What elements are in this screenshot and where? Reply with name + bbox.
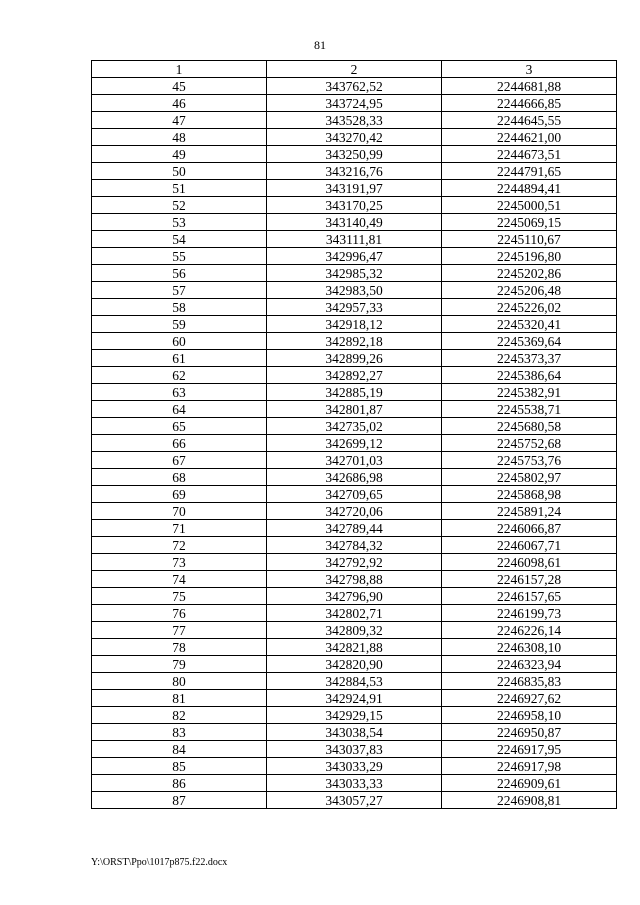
point-number-cell: 68 — [92, 469, 267, 486]
point-number-cell: 53 — [92, 214, 267, 231]
y-coordinate-cell: 2246323,94 — [442, 656, 617, 673]
y-coordinate-cell: 2245069,15 — [442, 214, 617, 231]
y-coordinate-cell: 2245538,71 — [442, 401, 617, 418]
y-coordinate-cell: 2246835,83 — [442, 673, 617, 690]
y-coordinate-cell: 2245680,58 — [442, 418, 617, 435]
point-number-cell: 66 — [92, 435, 267, 452]
point-number-cell: 50 — [92, 163, 267, 180]
table-row — [92, 588, 617, 605]
point-number-cell: 51 — [92, 180, 267, 197]
point-number-cell: 67 — [92, 452, 267, 469]
table-row — [92, 605, 617, 622]
table-row — [92, 367, 617, 384]
x-coordinate-cell: 342957,33 — [267, 299, 442, 316]
x-coordinate-cell: 342996,47 — [267, 248, 442, 265]
table-row — [92, 707, 617, 724]
y-coordinate-cell: 2245868,98 — [442, 486, 617, 503]
point-number-cell: 71 — [92, 520, 267, 537]
x-coordinate-cell: 342885,19 — [267, 384, 442, 401]
table-row — [92, 197, 617, 214]
x-coordinate-cell: 343191,97 — [267, 180, 442, 197]
table-row — [92, 248, 617, 265]
y-coordinate-cell: 2246917,98 — [442, 758, 617, 775]
table-row — [92, 554, 617, 571]
point-number-cell: 72 — [92, 537, 267, 554]
table-row — [92, 401, 617, 418]
point-number-cell: 78 — [92, 639, 267, 656]
table-row — [92, 469, 617, 486]
table-row — [92, 78, 617, 95]
point-number-cell: 59 — [92, 316, 267, 333]
x-coordinate-cell: 343762,52 — [267, 78, 442, 95]
x-coordinate-cell: 342796,90 — [267, 588, 442, 605]
y-coordinate-cell: 2245000,51 — [442, 197, 617, 214]
point-number-cell: 81 — [92, 690, 267, 707]
table-row — [92, 316, 617, 333]
table-row — [92, 537, 617, 554]
point-number-cell: 48 — [92, 129, 267, 146]
y-coordinate-cell: 2244673,51 — [442, 146, 617, 163]
table-row — [92, 418, 617, 435]
x-coordinate-cell: 342918,12 — [267, 316, 442, 333]
y-coordinate-cell: 2246308,10 — [442, 639, 617, 656]
y-coordinate-cell: 2246157,28 — [442, 571, 617, 588]
y-coordinate-cell: 2246067,71 — [442, 537, 617, 554]
table-row — [92, 180, 617, 197]
x-coordinate-cell: 342789,44 — [267, 520, 442, 537]
point-number-cell: 46 — [92, 95, 267, 112]
x-coordinate-cell: 342929,15 — [267, 707, 442, 724]
y-coordinate-cell: 2246950,87 — [442, 724, 617, 741]
point-number-cell: 85 — [92, 758, 267, 775]
y-coordinate-cell: 2246226,14 — [442, 622, 617, 639]
table-row — [92, 758, 617, 775]
point-number-cell: 84 — [92, 741, 267, 758]
x-coordinate-cell: 343170,25 — [267, 197, 442, 214]
point-number-cell: 73 — [92, 554, 267, 571]
x-coordinate-cell: 342809,32 — [267, 622, 442, 639]
point-number-cell: 79 — [92, 656, 267, 673]
table-row — [92, 146, 617, 163]
table-row — [92, 639, 617, 656]
point-number-cell: 45 — [92, 78, 267, 95]
y-coordinate-cell: 2246908,81 — [442, 792, 617, 809]
point-number-cell: 63 — [92, 384, 267, 401]
table-row — [92, 265, 617, 282]
point-number-cell: 75 — [92, 588, 267, 605]
table-row — [92, 112, 617, 129]
x-coordinate-cell: 342892,27 — [267, 367, 442, 384]
point-number-cell: 82 — [92, 707, 267, 724]
y-coordinate-cell: 2245369,64 — [442, 333, 617, 350]
point-number-cell: 54 — [92, 231, 267, 248]
x-coordinate-cell: 342798,88 — [267, 571, 442, 588]
table-body — [92, 61, 617, 809]
y-coordinate-cell: 2245110,67 — [442, 231, 617, 248]
y-coordinate-cell: 2245386,64 — [442, 367, 617, 384]
table-row — [92, 163, 617, 180]
point-number-cell: 55 — [92, 248, 267, 265]
y-coordinate-cell: 2245753,76 — [442, 452, 617, 469]
x-coordinate-cell: 342924,91 — [267, 690, 442, 707]
header-cell-3: 3 — [442, 61, 617, 78]
table-row — [92, 741, 617, 758]
table-row — [92, 350, 617, 367]
point-number-cell: 60 — [92, 333, 267, 350]
y-coordinate-cell: 2245196,80 — [442, 248, 617, 265]
y-coordinate-cell: 2245752,68 — [442, 435, 617, 452]
table-row — [92, 129, 617, 146]
x-coordinate-cell: 342801,87 — [267, 401, 442, 418]
table-row — [92, 503, 617, 520]
point-number-cell: 77 — [92, 622, 267, 639]
point-number-cell: 61 — [92, 350, 267, 367]
x-coordinate-cell: 343037,83 — [267, 741, 442, 758]
table-row — [92, 622, 617, 639]
x-coordinate-cell: 342735,02 — [267, 418, 442, 435]
point-number-cell: 70 — [92, 503, 267, 520]
y-coordinate-cell: 2244666,85 — [442, 95, 617, 112]
y-coordinate-cell: 2245373,37 — [442, 350, 617, 367]
x-coordinate-cell: 342884,53 — [267, 673, 442, 690]
coordinates-table — [91, 60, 617, 809]
header-cell-1: 1 — [92, 61, 267, 78]
table-row — [92, 690, 617, 707]
point-number-cell: 86 — [92, 775, 267, 792]
table-row — [92, 656, 617, 673]
table-row — [92, 299, 617, 316]
y-coordinate-cell: 2245891,24 — [442, 503, 617, 520]
y-coordinate-cell: 2246157,65 — [442, 588, 617, 605]
point-number-cell: 69 — [92, 486, 267, 503]
table-row — [92, 486, 617, 503]
x-coordinate-cell: 343216,76 — [267, 163, 442, 180]
x-coordinate-cell: 342820,90 — [267, 656, 442, 673]
x-coordinate-cell: 342899,26 — [267, 350, 442, 367]
point-number-cell: 52 — [92, 197, 267, 214]
table-row — [92, 214, 617, 231]
x-coordinate-cell: 343724,95 — [267, 95, 442, 112]
x-coordinate-cell: 342720,06 — [267, 503, 442, 520]
y-coordinate-cell: 2244621,00 — [442, 129, 617, 146]
footer-file-path: Y:\ORST\Ppo\1017p875.f22.docx — [91, 857, 228, 868]
y-coordinate-cell: 2246927,62 — [442, 690, 617, 707]
y-coordinate-cell: 2244894,41 — [442, 180, 617, 197]
x-coordinate-cell: 343033,29 — [267, 758, 442, 775]
point-number-cell: 56 — [92, 265, 267, 282]
table-row — [92, 384, 617, 401]
x-coordinate-cell: 342985,32 — [267, 265, 442, 282]
point-number-cell: 83 — [92, 724, 267, 741]
y-coordinate-cell: 2246066,87 — [442, 520, 617, 537]
point-number-cell: 49 — [92, 146, 267, 163]
y-coordinate-cell: 2245802,97 — [442, 469, 617, 486]
x-coordinate-cell: 342892,18 — [267, 333, 442, 350]
point-number-cell: 65 — [92, 418, 267, 435]
x-coordinate-cell: 343140,49 — [267, 214, 442, 231]
page-number: 81 — [314, 38, 326, 52]
table-row — [92, 775, 617, 792]
x-coordinate-cell: 342802,71 — [267, 605, 442, 622]
y-coordinate-cell: 2244791,65 — [442, 163, 617, 180]
x-coordinate-cell: 343528,33 — [267, 112, 442, 129]
table-row — [92, 95, 617, 112]
point-number-cell: 62 — [92, 367, 267, 384]
y-coordinate-cell: 2245206,48 — [442, 282, 617, 299]
table-header-row — [92, 61, 617, 78]
x-coordinate-cell: 342784,32 — [267, 537, 442, 554]
x-coordinate-cell: 342821,88 — [267, 639, 442, 656]
table-row — [92, 333, 617, 350]
y-coordinate-cell: 2244681,88 — [442, 78, 617, 95]
table-row — [92, 282, 617, 299]
x-coordinate-cell: 343033,33 — [267, 775, 442, 792]
table-row — [92, 452, 617, 469]
x-coordinate-cell: 342983,50 — [267, 282, 442, 299]
table-row — [92, 520, 617, 537]
y-coordinate-cell: 2245320,41 — [442, 316, 617, 333]
y-coordinate-cell: 2245202,86 — [442, 265, 617, 282]
x-coordinate-cell: 343057,27 — [267, 792, 442, 809]
y-coordinate-cell: 2245226,02 — [442, 299, 617, 316]
y-coordinate-cell: 2246909,61 — [442, 775, 617, 792]
y-coordinate-cell: 2244645,55 — [442, 112, 617, 129]
point-number-cell: 47 — [92, 112, 267, 129]
table-row — [92, 571, 617, 588]
point-number-cell: 57 — [92, 282, 267, 299]
y-coordinate-cell: 2246098,61 — [442, 554, 617, 571]
table-row — [92, 231, 617, 248]
y-coordinate-cell: 2246199,73 — [442, 605, 617, 622]
y-coordinate-cell: 2246958,10 — [442, 707, 617, 724]
table-row — [92, 724, 617, 741]
y-coordinate-cell: 2246917,95 — [442, 741, 617, 758]
header-cell-2: 2 — [267, 61, 442, 78]
table-row — [92, 435, 617, 452]
table-row — [92, 792, 617, 809]
x-coordinate-cell: 342792,92 — [267, 554, 442, 571]
x-coordinate-cell: 342686,98 — [267, 469, 442, 486]
point-number-cell: 87 — [92, 792, 267, 809]
point-number-cell: 76 — [92, 605, 267, 622]
x-coordinate-cell: 342701,03 — [267, 452, 442, 469]
x-coordinate-cell: 343111,81 — [267, 231, 442, 248]
point-number-cell: 74 — [92, 571, 267, 588]
x-coordinate-cell: 342709,65 — [267, 486, 442, 503]
table-row — [92, 673, 617, 690]
point-number-cell: 80 — [92, 673, 267, 690]
x-coordinate-cell: 342699,12 — [267, 435, 442, 452]
y-coordinate-cell: 2245382,91 — [442, 384, 617, 401]
x-coordinate-cell: 343038,54 — [267, 724, 442, 741]
point-number-cell: 64 — [92, 401, 267, 418]
x-coordinate-cell: 343250,99 — [267, 146, 442, 163]
x-coordinate-cell: 343270,42 — [267, 129, 442, 146]
point-number-cell: 58 — [92, 299, 267, 316]
